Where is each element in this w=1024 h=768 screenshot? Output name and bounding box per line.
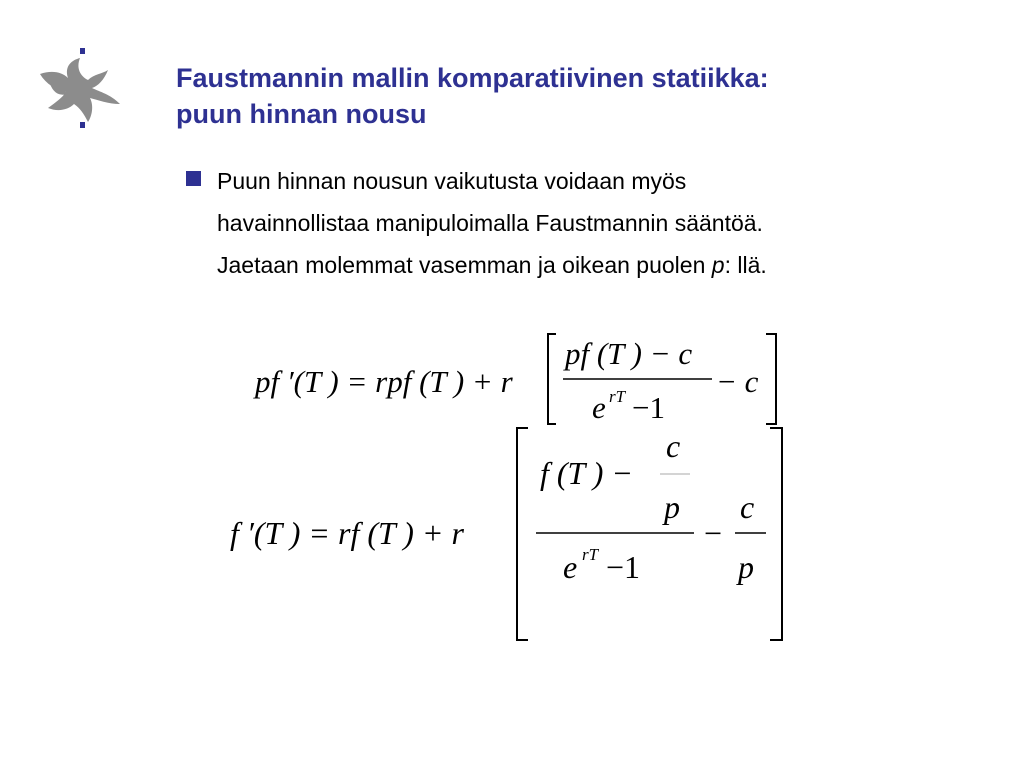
variable-p: p [711,252,725,278]
eq1-left-bracket [548,334,556,424]
eq1-lhs: pf ′(T ) = rpf (T ) + r [255,364,513,399]
bullet-line-2: havainnollistaa manipuloimalla Faustmannin sääntöä. [217,210,763,236]
eq1-right-bracket [766,334,776,424]
eq2-tail-denominator: p [738,549,754,585]
eq2-left-bracket [517,428,528,640]
bullet-line-3-text: Jaetaan molemmat vasemman ja oikean puolen [217,252,712,278]
eq2-minus: − [704,515,723,551]
eq2-right-bracket [770,428,782,640]
eq2-lhs: f ′(T ) = rf (T ) + r [230,515,464,551]
slide-title-line-2: puun hinnan nousu [176,99,427,129]
slide-title-line-1: Faustmannin mallin komparatiivinen statiikka: [176,63,769,93]
bullet-line-3-suffix: : llä. [724,252,767,278]
eq1-denominator-exp: rT [609,387,626,406]
equation-1 [253,334,776,425]
eq2-denominator-base: e [563,549,578,585]
eq2-tail-numerator: c [740,489,755,525]
eq2-denominator-exp: rT [582,545,599,564]
eq2-inner-denominator: p [664,489,680,525]
eq2-inner-numerator: c [666,428,681,464]
eq2-numerator-text: f (T ) − [540,455,634,491]
bullet-line-1: Puun hinnan nousun vaikutusta voidaan myös [217,168,687,194]
eq1-numerator: pf (T ) − c [565,336,693,371]
eq1-tail: − c [716,364,759,399]
eq1-denominator-base: e [592,390,606,425]
equation-2 [230,428,782,640]
eq1-denominator-rest: −1 [632,390,665,425]
eq2-denominator-rest: −1 [606,549,641,585]
